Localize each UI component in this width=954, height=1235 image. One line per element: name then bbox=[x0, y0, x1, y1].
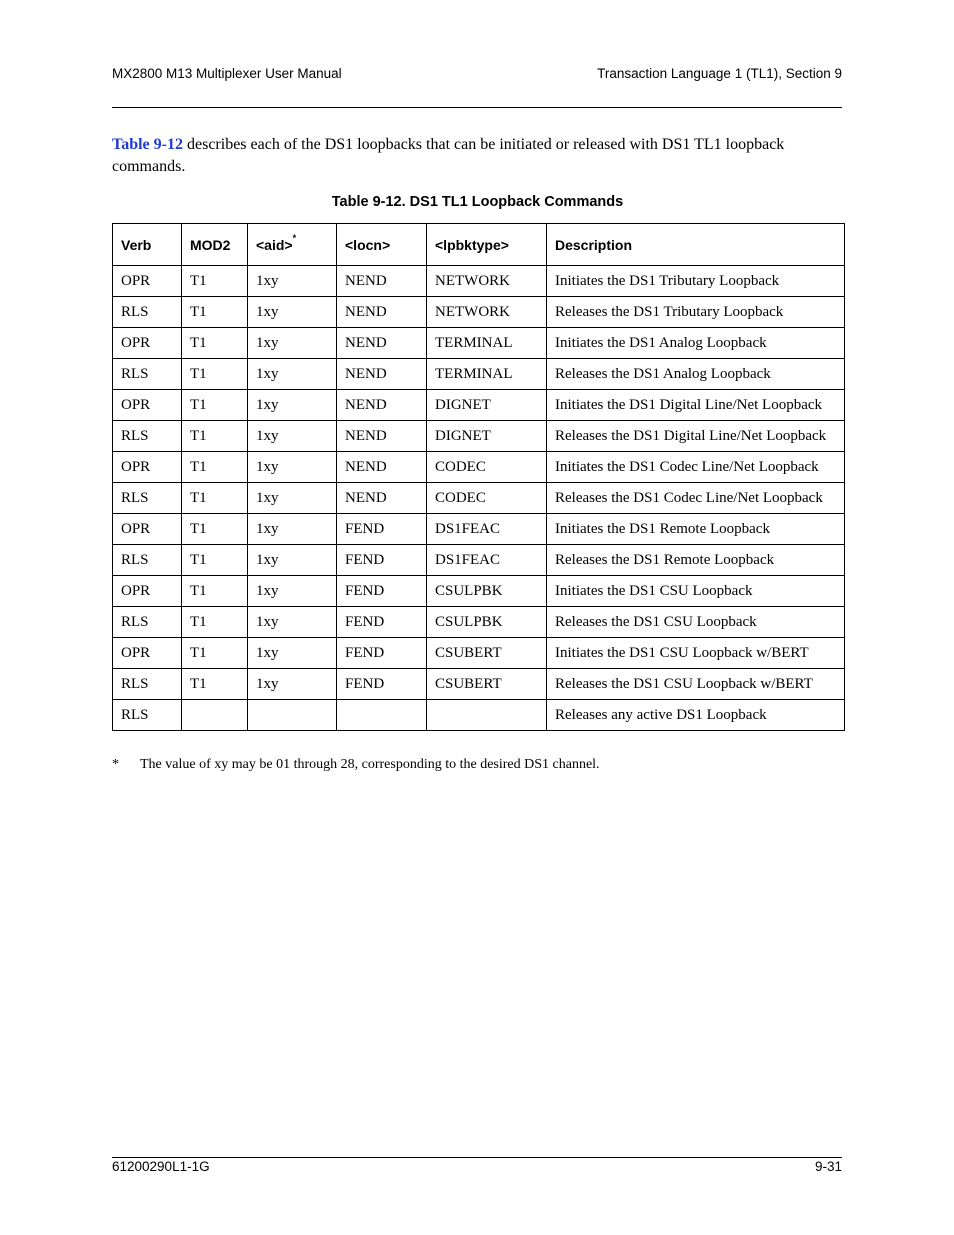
header-aid-label: <aid> bbox=[256, 236, 293, 253]
header-aid bbox=[248, 224, 337, 266]
table-row bbox=[113, 266, 845, 297]
table-row bbox=[113, 328, 845, 359]
cell-locn: NEND bbox=[337, 328, 427, 359]
cell-locn: NEND bbox=[337, 390, 427, 421]
cell-mod2: T1 bbox=[182, 576, 248, 607]
table-row bbox=[113, 669, 845, 700]
cell-description: Releases the DS1 Digital Line/Net Loopback bbox=[547, 421, 845, 452]
cell-mod2: T1 bbox=[182, 452, 248, 483]
table-row bbox=[113, 514, 845, 545]
cell-mod2: T1 bbox=[182, 297, 248, 328]
table-row bbox=[113, 421, 845, 452]
cell-lpbktype bbox=[427, 700, 547, 731]
cell-description: Initiates the DS1 Analog Loopback bbox=[547, 328, 845, 359]
cell-verb: OPR bbox=[113, 390, 182, 421]
cell-description: Initiates the DS1 Codec Line/Net Loopback bbox=[547, 452, 845, 483]
cell-verb: OPR bbox=[113, 576, 182, 607]
cell-aid: 1xy bbox=[248, 390, 337, 421]
cell-aid: 1xy bbox=[248, 483, 337, 514]
cell-lpbktype: DIGNET bbox=[427, 421, 547, 452]
cell-locn: NEND bbox=[337, 359, 427, 390]
table-caption: Table 9-12. DS1 TL1 Loopback Commands bbox=[331, 194, 624, 210]
cell-aid: 1xy bbox=[248, 514, 337, 545]
cell-description: Releases any active DS1 Loopback bbox=[547, 700, 845, 731]
cell-mod2: T1 bbox=[182, 421, 248, 452]
table-footnote bbox=[112, 757, 600, 773]
table-row bbox=[113, 390, 845, 421]
cell-description: Initiates the DS1 Remote Loopback bbox=[547, 514, 845, 545]
header-description: Description bbox=[547, 224, 845, 266]
cell-description: Releases the DS1 Analog Loopback bbox=[547, 359, 845, 390]
cell-mod2: T1 bbox=[182, 390, 248, 421]
header-verb: Verb bbox=[113, 224, 182, 266]
intro-paragraph bbox=[112, 134, 842, 178]
cell-locn: NEND bbox=[337, 266, 427, 297]
cell-mod2: T1 bbox=[182, 514, 248, 545]
cell-verb: RLS bbox=[113, 607, 182, 638]
cell-locn: FEND bbox=[337, 669, 427, 700]
cell-aid: 1xy bbox=[248, 638, 337, 669]
cell-aid: 1xy bbox=[248, 297, 337, 328]
cell-locn: NEND bbox=[337, 452, 427, 483]
cell-verb: RLS bbox=[113, 700, 182, 731]
cell-lpbktype: TERMINAL bbox=[427, 328, 547, 359]
header-mod2: MOD2 bbox=[182, 224, 248, 266]
cell-lpbktype: CSUBERT bbox=[427, 638, 547, 669]
cell-locn: FEND bbox=[337, 607, 427, 638]
table-row bbox=[113, 576, 845, 607]
cell-mod2: T1 bbox=[182, 266, 248, 297]
cell-mod2: T1 bbox=[182, 483, 248, 514]
cell-aid: 1xy bbox=[248, 328, 337, 359]
cell-locn: FEND bbox=[337, 638, 427, 669]
cell-lpbktype: CODEC bbox=[427, 452, 547, 483]
cell-description: Releases the DS1 Tributary Loopback bbox=[547, 297, 845, 328]
cell-aid: 1xy bbox=[248, 607, 337, 638]
cell-description: Initiates the DS1 CSU Loopback w/BERT bbox=[547, 638, 845, 669]
table-row bbox=[113, 545, 845, 576]
cell-verb: OPR bbox=[113, 328, 182, 359]
table-body bbox=[113, 266, 845, 731]
cell-aid: 1xy bbox=[248, 421, 337, 452]
cell-aid: 1xy bbox=[248, 452, 337, 483]
intro-text: describes each of the DS1 loopbacks that can be initiated or released with DS1 TL1 loopback commands. bbox=[112, 136, 785, 175]
table-row bbox=[113, 297, 845, 328]
footnote-marker: * bbox=[292, 232, 297, 243]
cell-verb: RLS bbox=[113, 297, 182, 328]
cell-mod2: T1 bbox=[182, 607, 248, 638]
header-locn: <locn> bbox=[337, 224, 427, 266]
table-row bbox=[113, 452, 845, 483]
running-header-section: Transaction Language 1 (TL1), Section 9 bbox=[597, 66, 842, 81]
cell-verb: RLS bbox=[113, 483, 182, 514]
loopback-commands-table bbox=[112, 223, 845, 731]
cell-verb: RLS bbox=[113, 421, 182, 452]
cell-mod2: T1 bbox=[182, 638, 248, 669]
cell-description: Releases the DS1 CSU Loopback w/BERT bbox=[547, 669, 845, 700]
table-row bbox=[113, 638, 845, 669]
cell-description: Initiates the DS1 Tributary Loopback bbox=[547, 266, 845, 297]
cell-aid: 1xy bbox=[248, 669, 337, 700]
cell-locn bbox=[337, 700, 427, 731]
header-lpbktype: <lpbktype> bbox=[427, 224, 547, 266]
table-row bbox=[113, 607, 845, 638]
cell-description: Initiates the DS1 Digital Line/Net Loopback bbox=[547, 390, 845, 421]
cell-locn: NEND bbox=[337, 483, 427, 514]
cell-lpbktype: DIGNET bbox=[427, 390, 547, 421]
cell-lpbktype: CODEC bbox=[427, 483, 547, 514]
cell-description: Releases the DS1 Codec Line/Net Loopback bbox=[547, 483, 845, 514]
cell-locn: FEND bbox=[337, 576, 427, 607]
cell-lpbktype: TERMINAL bbox=[427, 359, 547, 390]
cell-lpbktype: CSULPBK bbox=[427, 607, 547, 638]
cell-lpbktype: DS1FEAC bbox=[427, 514, 547, 545]
footnote-text: The value of xy may be 01 through 28, corresponding to the desired DS1 channel. bbox=[140, 757, 600, 772]
cell-mod2: T1 bbox=[182, 359, 248, 390]
cell-aid: 1xy bbox=[248, 576, 337, 607]
cell-verb: RLS bbox=[113, 669, 182, 700]
cell-locn: FEND bbox=[337, 514, 427, 545]
running-header-title: MX2800 M13 Multiplexer User Manual bbox=[112, 66, 342, 81]
cell-lpbktype: CSULPBK bbox=[427, 576, 547, 607]
cell-locn: NEND bbox=[337, 421, 427, 452]
cell-verb: OPR bbox=[113, 452, 182, 483]
cell-mod2 bbox=[182, 700, 248, 731]
cell-verb: OPR bbox=[113, 266, 182, 297]
cell-description: Initiates the DS1 CSU Loopback bbox=[547, 576, 845, 607]
cell-lpbktype: CSUBERT bbox=[427, 669, 547, 700]
cell-mod2: T1 bbox=[182, 669, 248, 700]
cell-aid: 1xy bbox=[248, 359, 337, 390]
cell-lpbktype: DS1FEAC bbox=[427, 545, 547, 576]
document-number: 61200290L1-1G bbox=[112, 1159, 210, 1174]
table-row bbox=[113, 359, 845, 390]
table-header-row bbox=[113, 224, 845, 266]
cell-lpbktype: NETWORK bbox=[427, 297, 547, 328]
cell-verb: OPR bbox=[113, 514, 182, 545]
cell-verb: RLS bbox=[113, 359, 182, 390]
cell-mod2: T1 bbox=[182, 328, 248, 359]
footer-divider bbox=[112, 1157, 842, 1158]
cell-locn: FEND bbox=[337, 545, 427, 576]
cell-verb: OPR bbox=[113, 638, 182, 669]
cell-aid: 1xy bbox=[248, 545, 337, 576]
footnote-mark: * bbox=[112, 757, 119, 772]
table-cross-reference-link[interactable]: Table 9-12 bbox=[112, 136, 183, 153]
cell-description: Releases the DS1 CSU Loopback bbox=[547, 607, 845, 638]
table-row bbox=[113, 700, 845, 731]
cell-mod2: T1 bbox=[182, 545, 248, 576]
cell-lpbktype: NETWORK bbox=[427, 266, 547, 297]
cell-aid: 1xy bbox=[248, 266, 337, 297]
header-divider bbox=[112, 107, 842, 108]
page-number: 9-31 bbox=[814, 1159, 842, 1174]
cell-locn: NEND bbox=[337, 297, 427, 328]
cell-description: Releases the DS1 Remote Loopback bbox=[547, 545, 845, 576]
cell-aid bbox=[248, 700, 337, 731]
table-row bbox=[113, 483, 845, 514]
cell-verb: RLS bbox=[113, 545, 182, 576]
